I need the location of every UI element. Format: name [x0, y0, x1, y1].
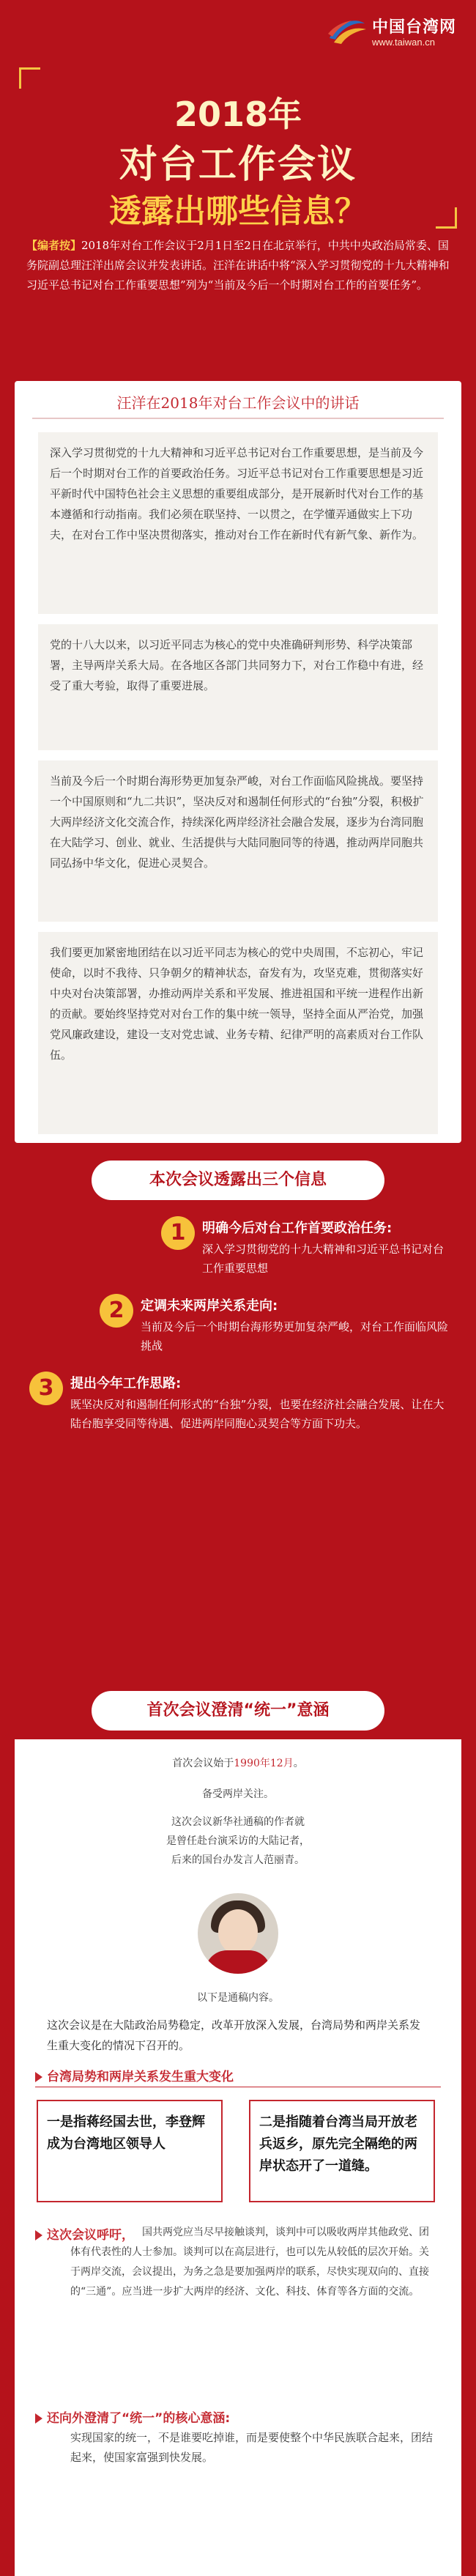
arrow-icon: [35, 2413, 42, 2424]
taiwan-net-logo-icon: [327, 13, 368, 48]
author-line: 后来的国台办发言人范丽青。: [171, 1854, 305, 1866]
history-card: [15, 1739, 461, 2576]
unification-paragraph: 实现国家的统一，不是谁要吃掉谁，而是要使整个中华民族联合起来，团结起来，使国家富强到快发展。: [70, 2431, 434, 2464]
title-block: [19, 67, 457, 229]
intro-line: 以下是通稿内容。: [197, 1992, 279, 2004]
number-badge: 1: [161, 1216, 195, 1250]
subheading-appeal: 这次会议呼吁，: [35, 2224, 134, 2243]
editor-note: [26, 236, 451, 295]
author-line: 这次会议新华社通稿的作者就: [171, 1816, 305, 1828]
arrow-icon: [35, 2072, 42, 2082]
first-meeting-line: 首次会议始于1990年12月。: [172, 1758, 304, 1769]
speech-heading: 汪洋在2018年对台工作会议中的讲话: [116, 394, 360, 412]
site-logo[interactable]: [327, 10, 466, 54]
message-body: 当前及今后一个时期台海形势更加复杂严峻，对台工作面临风险挑战: [141, 1320, 449, 1352]
message-body: 既坚决反对和遏制任何形式的“台独”分裂，也要在经济社会融合发展、让在大陆台胞享受同等待遇、促进两岸同胞心灵契合等方面下功夫。: [70, 1398, 445, 1430]
avatar: [198, 1893, 278, 1974]
divider: [32, 418, 444, 419]
speech-paragraph: 党的十八大以来，以习近平同志为核心的党中央准确研判形势、科学决策部署，主导两岸关系大局。在各地区各部门共同努力下，对台工作稳中有进，经受了重大考验，取得了重要进展。: [38, 624, 438, 750]
title-year: 2018年: [174, 95, 302, 134]
meeting-date: 1990年12月: [234, 1758, 294, 1769]
frame-corner-top-left: [19, 67, 40, 89]
author-line: 是曾任赴台演采访的大陆记者，: [166, 1835, 310, 1847]
section-heading-unification: 首次会议澄清“统一”意涵: [92, 1691, 384, 1731]
speech-paragraph: 我们要更加紧密地团结在以习近平同志为核心的党中央周围，不忘初心，牢记使命，以时不我待、只争朝夕的精神状态，奋发有为，攻坚克难，贯彻落实好中央对台决策部署，办推动两岸关系和平发展、推进祖国和平统一进程作出新的贡献。要始终坚持党对对台工作的集中统一领导，坚持全面从严治党，加强党风廉政建设，建设一支对党忠诚、业务专精、纪律严明的高素质对台工作队伍。: [38, 932, 438, 1134]
appeal-paragraph: 国共两党应当尽早接触谈判，谈判中可以吸收两岸其他政党、团体有代表性的人士参加。谈判可以在高层进行，也可以先从较低的层次开始。关于两岸交流，会议提出，为务之急是要加强两岸的联系，尽快实现双向的、直接的“三通”。应当进一步扩大两岸的经济、文化、科技、体育等各方面的交流。: [70, 2227, 429, 2298]
title-main: 对台工作会议: [119, 143, 357, 187]
speech-paragraph: 当前及今后一个时期台海形势更加复杂严峻，对台工作面临风险挑战。要坚持一个中国原则和“九二共识”，坚决反对和遏制任何形式的“台独”分裂，积极扩大两岸经济文化交流合作，持续深化两岸经济社会融合发展，逐步为台湾同胞在大陆学习、创业、就业、生活提供与大陆同胞同等的待遇，推动两岸同胞共同弘扬中华文化，促进心灵契合。: [38, 760, 438, 922]
message-head: 提出今年工作思路:: [70, 1376, 182, 1391]
message-body: 深入学习贯彻党的十九大精神和习近平总书记对台工作重要思想: [202, 1243, 445, 1275]
section-heading-three-messages: 本次会议透露出三个信息: [92, 1161, 384, 1200]
title-question: 透露出哪些信息？: [109, 193, 367, 230]
change-box-2: 二是指随着台湾当局开放老兵返乡，原先完全隔绝的两岸状态开了一道缝。: [249, 2100, 435, 2202]
number-badge: 3: [29, 1372, 63, 1405]
number-badge: 2: [100, 1294, 133, 1328]
lead-paragraph: 这次会议是在大陆政治局势稳定，改革开放深入发展，台湾局势和两岸关系发生重大变化的情况下召开的。: [47, 2018, 421, 2052]
editor-note-tag: 【编者按】: [26, 239, 82, 252]
arrow-icon: [35, 2230, 42, 2240]
logo-url: www.taiwan.cn: [372, 37, 435, 48]
attention-line: 备受两岸关注。: [202, 1788, 274, 1800]
speech-card: [15, 381, 461, 1143]
editor-note-text: 2018年对台工作会议于2月1日至2日在北京举行，中共中央政治局常委、国务院副总理汪洋出席会议并发表讲话。汪洋在讲话中将“深入学习贯彻党的十九大精神和习近平总书记对台工作重要思想”列为“当前及今后一个时期对台工作的首要任务”。: [26, 239, 450, 292]
message-head: 定调未来两岸关系走向:: [141, 1298, 278, 1314]
subheading-changes: 台湾局势和两岸关系发生重大变化: [35, 2066, 234, 2084]
message-head: 明确今后对台工作首要政治任务:: [202, 1221, 393, 1236]
subheading-unification: 还向外澄清了“统一”的核心意涵:: [35, 2407, 230, 2426]
speech-paragraph: 深入学习贯彻党的十九大精神和习近平总书记对台工作重要思想，是当前及今后一个时期对台工作的首要政治任务。习近平总书记对台工作重要思想是习近平新时代中国特色社会主义思想的重要组成部分，是开展新时代对台工作的基本遵循和行动指南。我们必须在联坚持、一以贯之，在学懂弄通做实上下功夫，在对台工作中坚决贯彻落实，推动对台工作在新时代有新气象、新作为。: [38, 432, 438, 614]
logo-chinese: 中国台湾网: [372, 18, 457, 37]
change-box-1: 一是指蒋经国去世，李登辉成为台湾地区领导人: [37, 2100, 223, 2202]
